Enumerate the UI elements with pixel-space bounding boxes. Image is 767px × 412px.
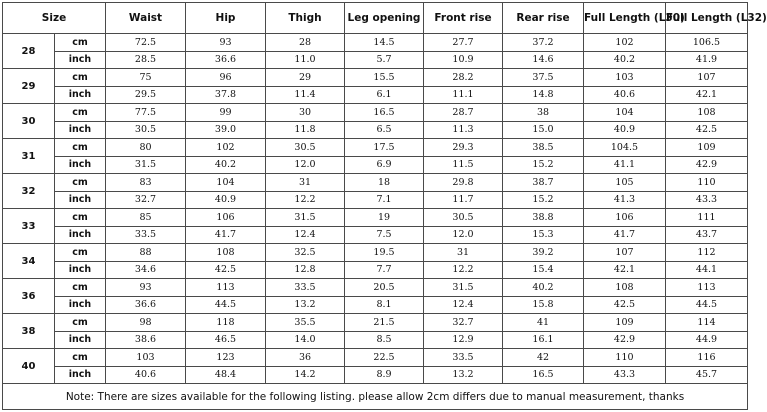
header-full-length-l32: Full Length (L32)	[666, 3, 748, 34]
header-front-rise: Front rise	[424, 3, 503, 34]
measurement-cell: 42.5	[666, 121, 748, 139]
measurement-cell: 102	[186, 139, 266, 157]
measurement-cell: 29	[266, 69, 345, 87]
table-row	[3, 34, 748, 52]
measurement-cell: 28.2	[424, 69, 503, 87]
measurement-cell: 112	[666, 244, 748, 262]
measurement-cell: 16.5	[345, 104, 424, 122]
measurement-cell: 33.5	[266, 279, 345, 297]
measurement-cell: 40.2	[186, 156, 266, 174]
measurement-cell: 13.2	[266, 296, 345, 314]
measurement-cell: 30.5	[424, 209, 503, 227]
note-row	[3, 384, 748, 410]
measurement-cell: 28	[266, 34, 345, 52]
measurement-cell: 41.3	[584, 191, 666, 209]
table-row	[3, 331, 748, 349]
table-row	[3, 139, 748, 157]
measurement-cell: 42.5	[186, 261, 266, 279]
header-row	[3, 3, 748, 34]
unit-label: cm	[55, 69, 106, 87]
measurement-cell: 39.0	[186, 121, 266, 139]
measurement-cell: 42.1	[666, 86, 748, 104]
measurement-cell: 11.5	[424, 156, 503, 174]
measurement-cell: 32.7	[106, 191, 186, 209]
unit-label: inch	[55, 366, 106, 384]
unit-label: cm	[55, 244, 106, 262]
measurement-cell: 14.2	[266, 366, 345, 384]
measurement-cell: 45.7	[666, 366, 748, 384]
unit-label: cm	[55, 209, 106, 227]
measurement-cell: 11.4	[266, 86, 345, 104]
measurement-cell: 38.7	[503, 174, 584, 192]
header-waist: Waist	[106, 3, 186, 34]
measurement-cell: 11.0	[266, 51, 345, 69]
measurement-cell: 32.5	[266, 244, 345, 262]
measurement-cell: 116	[666, 349, 748, 367]
measurement-cell: 43.3	[584, 366, 666, 384]
measurement-cell: 28.7	[424, 104, 503, 122]
measurement-cell: 111	[666, 209, 748, 227]
measurement-cell: 46.5	[186, 331, 266, 349]
unit-label: cm	[55, 314, 106, 332]
table-row	[3, 366, 748, 384]
measurement-cell: 98	[106, 314, 186, 332]
measurement-cell: 37.5	[503, 69, 584, 87]
table-row	[3, 86, 748, 104]
measurement-cell: 20.5	[345, 279, 424, 297]
measurement-cell: 104	[186, 174, 266, 192]
measurement-cell: 43.7	[666, 226, 748, 244]
measurement-cell: 11.7	[424, 191, 503, 209]
measurement-cell: 15.2	[503, 156, 584, 174]
table-row	[3, 69, 748, 87]
measurement-cell: 75	[106, 69, 186, 87]
unit-label: inch	[55, 331, 106, 349]
measurement-cell: 12.4	[266, 226, 345, 244]
measurement-cell: 41.1	[584, 156, 666, 174]
size-label: 28	[3, 34, 55, 69]
measurement-cell: 15.4	[503, 261, 584, 279]
measurement-cell: 42.1	[584, 261, 666, 279]
measurement-cell: 44.1	[666, 261, 748, 279]
measurement-cell: 41.7	[186, 226, 266, 244]
measurement-cell: 32.7	[424, 314, 503, 332]
measurement-cell: 77.5	[106, 104, 186, 122]
unit-label: inch	[55, 226, 106, 244]
measurement-cell: 108	[186, 244, 266, 262]
measurement-cell: 88	[106, 244, 186, 262]
measurement-cell: 11.8	[266, 121, 345, 139]
measurement-cell: 12.8	[266, 261, 345, 279]
measurement-cell: 12.2	[266, 191, 345, 209]
measurement-cell: 27.7	[424, 34, 503, 52]
measurement-cell: 40.6	[584, 86, 666, 104]
measurement-cell: 6.5	[345, 121, 424, 139]
table-row	[3, 296, 748, 314]
measurement-cell: 17.5	[345, 139, 424, 157]
measurement-cell: 42.9	[584, 331, 666, 349]
measurement-cell: 12.2	[424, 261, 503, 279]
size-chart-table	[2, 2, 767, 410]
measurement-cell: 37.2	[503, 34, 584, 52]
measurement-cell: 105	[584, 174, 666, 192]
measurement-cell: 41.9	[666, 51, 748, 69]
measurement-cell: 11.1	[424, 86, 503, 104]
measurement-cell: 107	[584, 244, 666, 262]
measurement-cell: 104	[584, 104, 666, 122]
measurement-cell: 80	[106, 139, 186, 157]
measurement-cell: 33.5	[424, 349, 503, 367]
size-label: 36	[3, 279, 55, 314]
measurement-cell: 34.6	[106, 261, 186, 279]
size-label: 29	[3, 69, 55, 104]
measurement-cell: 108	[666, 104, 748, 122]
measurement-cell: 31	[424, 244, 503, 262]
unit-label: cm	[55, 139, 106, 157]
measurement-cell: 38.5	[503, 139, 584, 157]
measurement-cell: 7.5	[345, 226, 424, 244]
measurement-cell: 109	[584, 314, 666, 332]
table-row	[3, 261, 748, 279]
measurement-cell: 31.5	[424, 279, 503, 297]
measurement-cell: 14.6	[503, 51, 584, 69]
measurement-cell: 42.5	[584, 296, 666, 314]
measurement-cell: 113	[186, 279, 266, 297]
measurement-cell: 10.9	[424, 51, 503, 69]
measurement-cell: 28.5	[106, 51, 186, 69]
measurement-cell: 12.0	[266, 156, 345, 174]
size-label: 38	[3, 314, 55, 349]
unit-label: cm	[55, 104, 106, 122]
table-row	[3, 226, 748, 244]
measurement-cell: 15.3	[503, 226, 584, 244]
measurement-cell: 106	[186, 209, 266, 227]
measurement-cell: 37.8	[186, 86, 266, 104]
measurement-cell: 36.6	[106, 296, 186, 314]
table-row	[3, 279, 748, 297]
measurement-cell: 72.5	[106, 34, 186, 52]
measurement-cell: 16.1	[503, 331, 584, 349]
measurement-cell: 13.2	[424, 366, 503, 384]
measurement-cell: 15.5	[345, 69, 424, 87]
size-label: 33	[3, 209, 55, 244]
measurement-cell: 40.6	[106, 366, 186, 384]
measurement-cell: 30.5	[266, 139, 345, 157]
measurement-cell: 31.5	[266, 209, 345, 227]
measurement-cell: 22.5	[345, 349, 424, 367]
measurement-cell: 29.3	[424, 139, 503, 157]
unit-label: inch	[55, 86, 106, 104]
measurement-cell: 14.8	[503, 86, 584, 104]
measurement-cell: 114	[666, 314, 748, 332]
size-label: 40	[3, 349, 55, 384]
measurement-cell: 118	[186, 314, 266, 332]
measurement-cell: 38	[503, 104, 584, 122]
unit-label: inch	[55, 191, 106, 209]
table-row	[3, 51, 748, 69]
measurement-cell: 106.5	[666, 34, 748, 52]
measurement-cell: 123	[186, 349, 266, 367]
measurement-cell: 7.1	[345, 191, 424, 209]
unit-label: inch	[55, 121, 106, 139]
measurement-cell: 15.8	[503, 296, 584, 314]
measurement-cell: 108	[584, 279, 666, 297]
measurement-cell: 29.8	[424, 174, 503, 192]
table-row	[3, 209, 748, 227]
measurement-cell: 19.5	[345, 244, 424, 262]
measurement-cell: 44.9	[666, 331, 748, 349]
measurement-cell: 14.0	[266, 331, 345, 349]
measurement-cell: 12.4	[424, 296, 503, 314]
measurement-cell: 14.5	[345, 34, 424, 52]
unit-label: inch	[55, 296, 106, 314]
table-row	[3, 104, 748, 122]
measurement-cell: 104.5	[584, 139, 666, 157]
size-label: 32	[3, 174, 55, 209]
measurement-cell: 96	[186, 69, 266, 87]
measurement-cell: 43.3	[666, 191, 748, 209]
header-full-length-l30: Full Length (L30)	[584, 3, 666, 34]
measurement-cell: 29.5	[106, 86, 186, 104]
measurement-cell: 40.2	[584, 51, 666, 69]
table-row	[3, 174, 748, 192]
measurement-cell: 30.5	[106, 121, 186, 139]
measurement-cell: 41.7	[584, 226, 666, 244]
measurement-cell: 15.2	[503, 191, 584, 209]
measurement-cell: 93	[106, 279, 186, 297]
measurement-cell: 110	[666, 174, 748, 192]
measurement-cell: 16.5	[503, 366, 584, 384]
measurement-cell: 38.8	[503, 209, 584, 227]
measurement-cell: 5.7	[345, 51, 424, 69]
unit-label: inch	[55, 51, 106, 69]
measurement-cell: 33.5	[106, 226, 186, 244]
table-row	[3, 244, 748, 262]
measurement-cell: 103	[106, 349, 186, 367]
header-leg-opening: Leg opening	[345, 3, 424, 34]
measurement-cell: 99	[186, 104, 266, 122]
measurement-cell: 36	[266, 349, 345, 367]
header-size: Size	[3, 3, 106, 34]
measurement-cell: 36.6	[186, 51, 266, 69]
measurement-cell: 31	[266, 174, 345, 192]
measurement-cell: 18	[345, 174, 424, 192]
unit-label: inch	[55, 261, 106, 279]
measurement-cell: 44.5	[186, 296, 266, 314]
unit-label: cm	[55, 34, 106, 52]
measurement-cell: 85	[106, 209, 186, 227]
measurement-cell: 12.9	[424, 331, 503, 349]
header-hip: Hip	[186, 3, 266, 34]
header-rear-rise: Rear rise	[503, 3, 584, 34]
measurement-cell: 15.0	[503, 121, 584, 139]
measurement-cell: 42.9	[666, 156, 748, 174]
measurement-cell: 38.6	[106, 331, 186, 349]
measurement-cell: 8.1	[345, 296, 424, 314]
measurement-cell: 113	[666, 279, 748, 297]
size-label: 34	[3, 244, 55, 279]
table-row	[3, 191, 748, 209]
measurement-cell: 41	[503, 314, 584, 332]
measurement-cell: 6.1	[345, 86, 424, 104]
header-thigh: Thigh	[266, 3, 345, 34]
unit-label: cm	[55, 174, 106, 192]
table-row	[3, 121, 748, 139]
measurement-cell: 48.4	[186, 366, 266, 384]
measurement-cell: 40.2	[503, 279, 584, 297]
measurement-cell: 30	[266, 104, 345, 122]
measurement-cell: 40.9	[186, 191, 266, 209]
measurement-cell: 40.9	[584, 121, 666, 139]
unit-label: inch	[55, 156, 106, 174]
measurement-cell: 21.5	[345, 314, 424, 332]
measurement-note: Note: There are sizes available for the following listing. please allow 2cm differs due to manual measurement, thanks	[3, 384, 748, 410]
measurement-cell: 7.7	[345, 261, 424, 279]
measurement-cell: 8.5	[345, 331, 424, 349]
measurement-cell: 12.0	[424, 226, 503, 244]
size-chart-body	[3, 34, 748, 384]
measurement-cell: 107	[666, 69, 748, 87]
measurement-cell: 103	[584, 69, 666, 87]
unit-label: cm	[55, 279, 106, 297]
unit-label: cm	[55, 349, 106, 367]
table-row	[3, 314, 748, 332]
measurement-cell: 35.5	[266, 314, 345, 332]
measurement-cell: 102	[584, 34, 666, 52]
measurement-cell: 110	[584, 349, 666, 367]
measurement-cell: 31.5	[106, 156, 186, 174]
table-row	[3, 156, 748, 174]
measurement-cell: 6.9	[345, 156, 424, 174]
measurement-cell: 8.9	[345, 366, 424, 384]
measurement-cell: 42	[503, 349, 584, 367]
measurement-cell: 39.2	[503, 244, 584, 262]
measurement-cell: 11.3	[424, 121, 503, 139]
measurement-cell: 44.5	[666, 296, 748, 314]
size-label: 30	[3, 104, 55, 139]
size-label: 31	[3, 139, 55, 174]
measurement-cell: 109	[666, 139, 748, 157]
table-row	[3, 349, 748, 367]
measurement-cell: 93	[186, 34, 266, 52]
measurement-cell: 106	[584, 209, 666, 227]
measurement-cell: 83	[106, 174, 186, 192]
measurement-cell: 19	[345, 209, 424, 227]
